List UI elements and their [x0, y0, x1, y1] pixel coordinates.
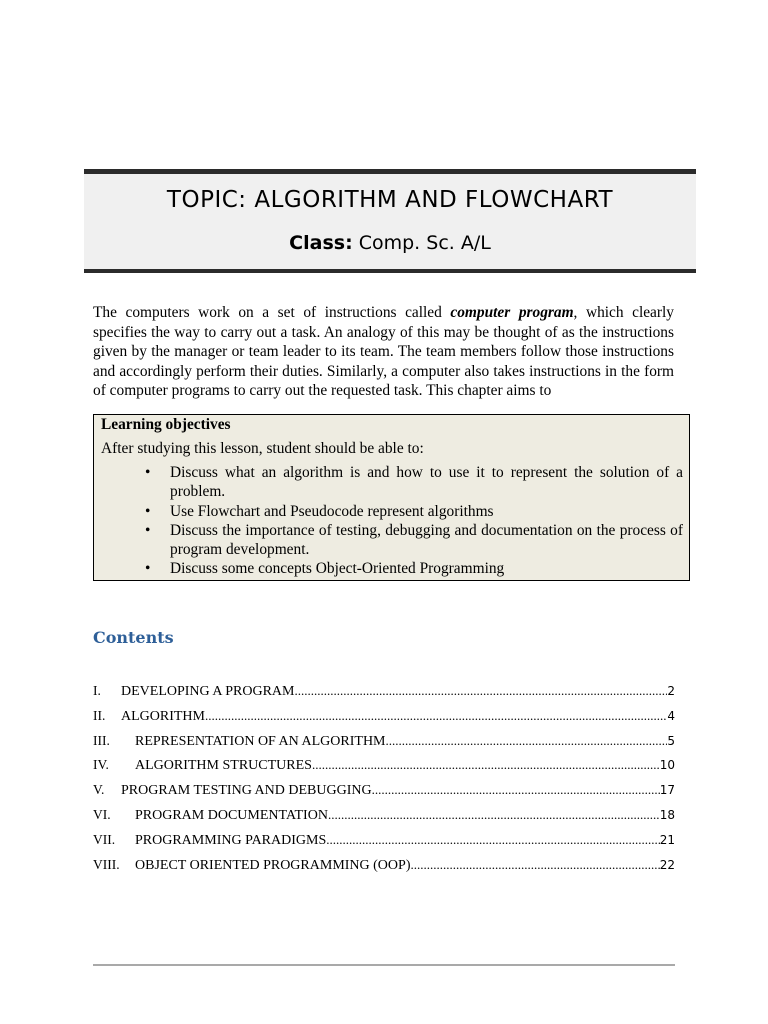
- toc-number: IV.: [93, 757, 109, 773]
- objectives-lead: After studying this lesson, student should be able to:: [101, 440, 424, 457]
- class-value: Comp. Sc. A/L: [358, 232, 491, 254]
- toc-leader: [328, 804, 660, 826]
- bullet-icon: •: [145, 560, 151, 578]
- objectives-list: [94, 463, 691, 579]
- toc-leader: [312, 754, 660, 776]
- toc-title[interactable]: PROGRAM DOCUMENTATION: [135, 807, 328, 823]
- toc-page[interactable]: 17: [659, 783, 675, 798]
- toc-entry[interactable]: [93, 680, 675, 705]
- objective-item: [94, 463, 691, 502]
- toc-page[interactable]: 21: [659, 832, 675, 847]
- toc-title[interactable]: DEVELOPING A PROGRAM: [121, 684, 295, 699]
- toc-leader: [294, 680, 667, 702]
- objectives-heading: Learning objectives: [101, 416, 231, 433]
- bullet-icon: •: [145, 502, 151, 520]
- toc-number: III.: [93, 732, 110, 748]
- toc-entry[interactable]: [93, 754, 675, 779]
- toc-page[interactable]: 22: [659, 857, 675, 872]
- objective-text: Discuss the importance of testing, debugging and documentation on the process of program development.: [170, 521, 683, 559]
- objective-item: [94, 559, 691, 578]
- toc-title[interactable]: OBJECT ORIENTED PROGRAMMING (OOP): [135, 857, 411, 873]
- intro-text-end: , which clearly specifies the way to carry out a task. An analogy of this may be thought of as the instructions given by the manager or team leader to its team. The team members follow those instructions and accordingly perform their duties. Similarly, a computer also takes instructions in the form of computer programs to carry out the requested task. This chapter aims to: [93, 304, 674, 399]
- toc-page[interactable]: 4: [667, 708, 675, 723]
- toc-title[interactable]: REPRESENTATION OF AN ALGORITHM: [135, 733, 386, 749]
- toc-entry[interactable]: [93, 804, 675, 829]
- contents-heading: Contents: [93, 628, 174, 647]
- class-subtitle: [84, 232, 696, 254]
- learning-objectives-box: [93, 414, 690, 581]
- toc-entry[interactable]: [93, 730, 675, 755]
- table-of-contents: [93, 680, 675, 878]
- toc-number: II.: [93, 707, 106, 723]
- class-label: Class:: [289, 232, 353, 254]
- toc-page[interactable]: 18: [659, 807, 675, 822]
- toc-number: VII.: [93, 831, 116, 847]
- toc-title[interactable]: ALGORITHM STRUCTURES: [135, 758, 312, 774]
- objective-text: Discuss some concepts Object-Oriented Programming: [170, 560, 505, 578]
- toc-leader: [326, 829, 659, 851]
- toc-leader: [372, 779, 660, 801]
- title-banner: [84, 169, 696, 273]
- toc-number: V.: [93, 782, 105, 798]
- toc-page[interactable]: 10: [659, 758, 675, 773]
- objective-text: Discuss what an algorithm is and how to use it to represent the solution of a problem.: [170, 464, 683, 501]
- page-title: TOPIC: ALGORITHM AND FLOWCHART: [166, 187, 614, 213]
- toc-entry[interactable]: [93, 829, 675, 854]
- toc-number: VI.: [93, 806, 111, 822]
- toc-number: I.: [93, 683, 101, 698]
- toc-leader: [386, 730, 668, 752]
- toc-title[interactable]: PROGRAMMING PARADIGMS: [135, 832, 327, 848]
- toc-leader: [205, 705, 667, 727]
- toc-entry[interactable]: [93, 854, 675, 879]
- objective-item: [94, 502, 691, 521]
- objective-item: [94, 521, 691, 560]
- objective-text: Use Flowchart and Pseudocode represent algorithms: [170, 502, 494, 520]
- bullet-icon: •: [145, 521, 151, 539]
- toc-page[interactable]: 2: [667, 684, 675, 698]
- intro-paragraph: [93, 303, 674, 401]
- toc-number: VIII.: [93, 856, 120, 872]
- toc-leader: [410, 854, 659, 876]
- toc-title[interactable]: ALGORITHM: [121, 708, 205, 724]
- intro-emphasis: computer program: [450, 304, 574, 321]
- toc-entry[interactable]: [93, 705, 675, 730]
- footer-divider: [93, 964, 675, 966]
- toc-entry[interactable]: [93, 779, 675, 804]
- bullet-icon: •: [145, 464, 151, 481]
- intro-text-start: The computers work on a set of instructions called: [93, 304, 451, 321]
- toc-page[interactable]: 5: [667, 733, 675, 748]
- toc-title[interactable]: PROGRAM TESTING AND DEBUGGING: [121, 783, 372, 799]
